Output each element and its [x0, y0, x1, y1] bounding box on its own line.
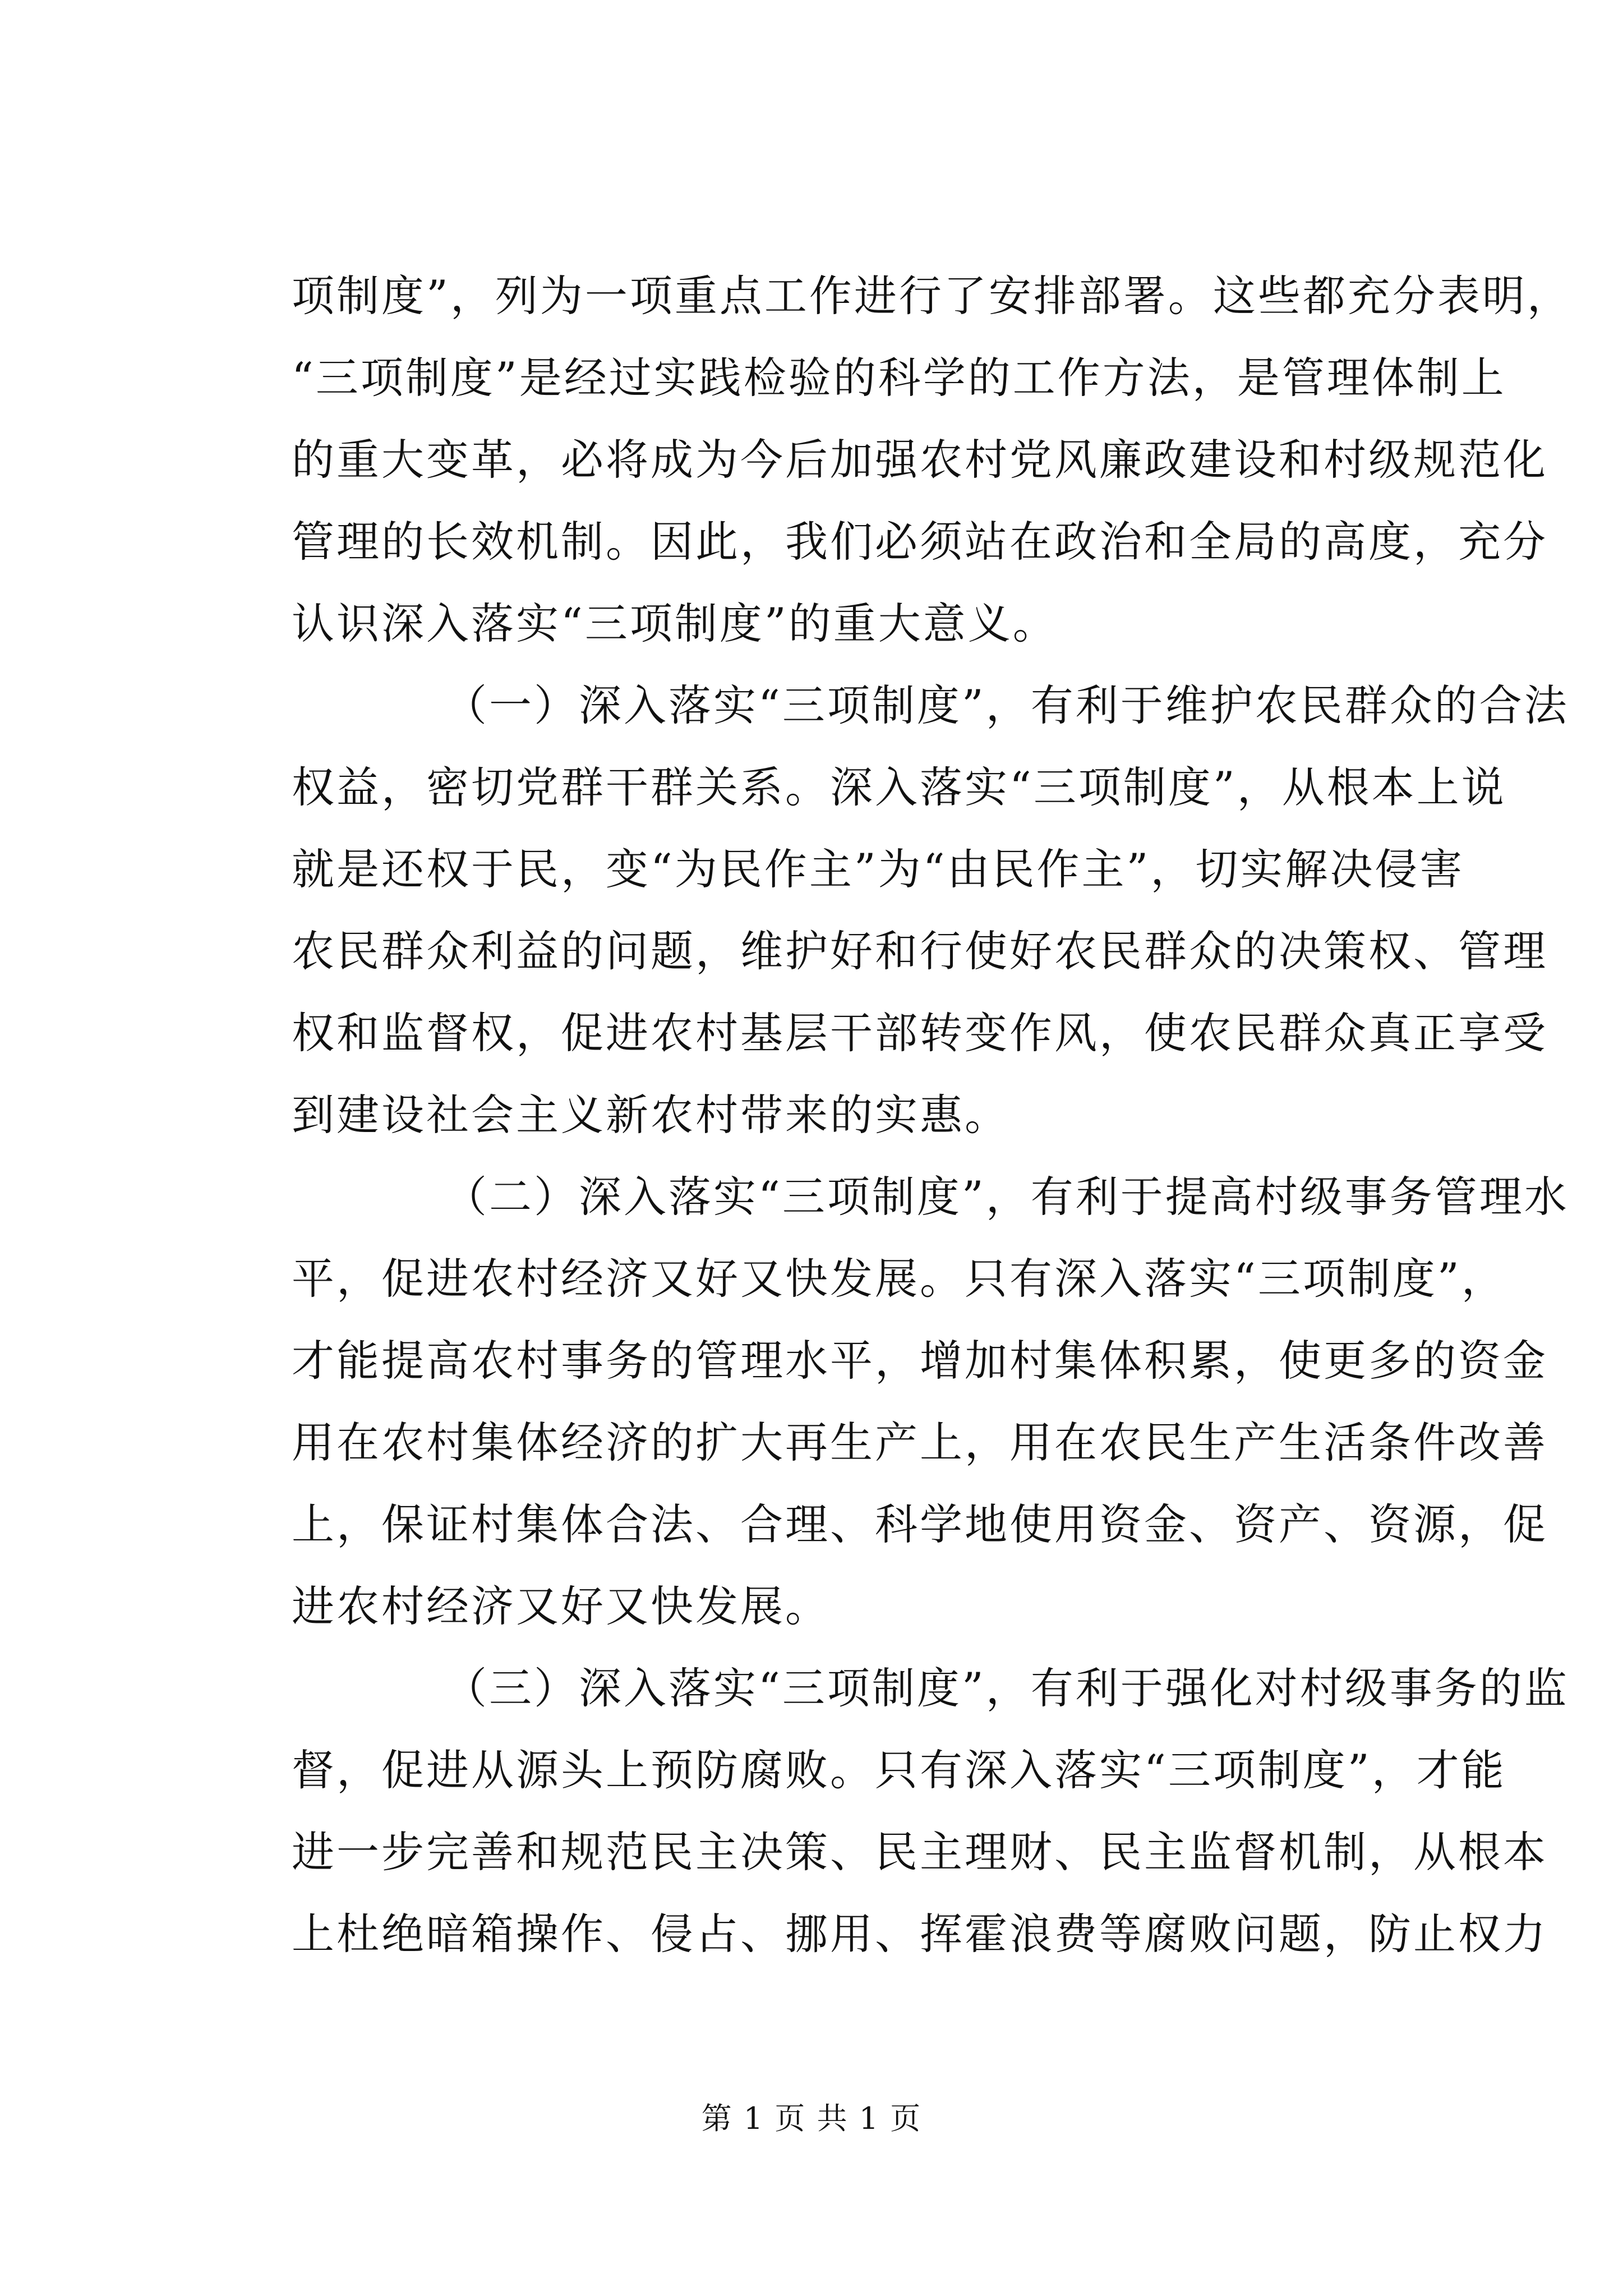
- text-line: （一）深入落实“三项制度”，有利于维护农民群众的合法: [444, 680, 1569, 730]
- text-line: 权和监督权，促进农村基层干部转变作风，使农民群众真正享受: [292, 1008, 1548, 1058]
- text-line: 进农村经济又好又快发展。: [292, 1581, 830, 1631]
- text-line: 上，保证村集体合法、合理、科学地使用资金、资产、资源，促: [292, 1499, 1548, 1549]
- text-line: 到建设社会主义新农村带来的实惠。: [292, 1090, 1009, 1140]
- text-line: 督，促进从源头上预防腐败。只有深入落实“三项制度”，才能: [292, 1745, 1506, 1795]
- text-line: “三项制度”是经过实践检验的科学的工作方法，是管理体制上: [292, 353, 1506, 403]
- text-line: 用在农村集体经济的扩大再生产上，用在农民生产生活条件改善: [292, 1418, 1548, 1467]
- text-line: （二）深入落实“三项制度”，有利于提高村级事务管理水: [444, 1172, 1569, 1222]
- text-line: 管理的长效机制。因此，我们必须站在政治和全局的高度，充分: [292, 517, 1548, 567]
- text-line: 农民群众利益的问题，维护好和行使好农民群众的决策权、管理: [292, 926, 1548, 976]
- paragraph: [292, 1648, 1569, 1975]
- text-line: 才能提高农村事务的管理水平，增加村集体积累，使更多的资金: [292, 1336, 1548, 1386]
- text-line: 的重大变革，必将成为今后加强农村党风廉政建设和村级规范化: [292, 435, 1548, 485]
- text-line: （三）深入落实“三项制度”，有利于强化对村级事务的监: [444, 1663, 1569, 1713]
- document-body: [292, 255, 1572, 1975]
- paragraph: [292, 1156, 1569, 1648]
- text-line: 项制度”，列为一项重点工作进行了安排部署。这些都充分表明，: [292, 271, 1572, 321]
- text-line: 就是还权于民，变“为民作主”为“由民作主”，切实解决侵害: [292, 844, 1465, 894]
- page-footer: 第 1 页 共 1 页: [701, 2101, 922, 2136]
- text-line: 认识深入落实“三项制度”的重大意义。: [292, 599, 1058, 648]
- text-line: 进一步完善和规范民主决策、民主理财、民主监督机制，从根本: [292, 1827, 1548, 1877]
- paragraph: [292, 665, 1569, 1156]
- text-line: 上杜绝暗箱操作、侵占、挪用、挥霍浪费等腐败问题，防止权力: [292, 1909, 1548, 1959]
- text-line: 平，促进农村经济又好又快发展。只有深入落实“三项制度”，: [292, 1254, 1506, 1304]
- paragraph: [292, 255, 1572, 665]
- text-line: 权益，密切党群干群关系。深入落实“三项制度”，从根本上说: [292, 762, 1506, 812]
